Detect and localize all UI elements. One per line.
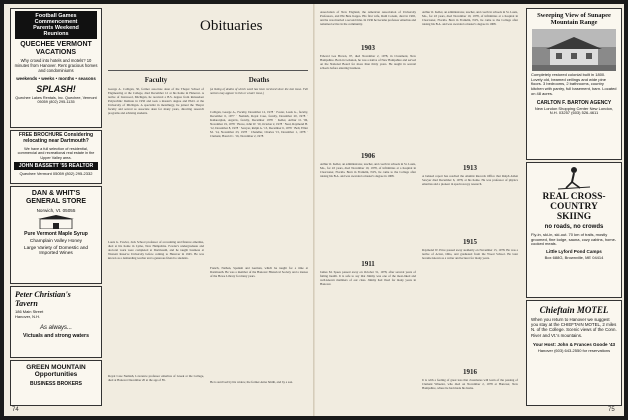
quechee-body: Why crowd into hotels and motels? 10 minutes from Hanover. Rent gracious homes and condominiums <box>14 58 98 73</box>
skiing-address: Box 688G, Brownville, ME 04414 <box>544 255 604 261</box>
dan-whits-line3: Large Variety of Domestic and Imported Wines <box>23 246 89 257</box>
quechee-headline: QUECHEE VERMONT VACATIONS <box>20 41 92 56</box>
dan-whits-line2: Champlain Valley Honey <box>29 239 83 244</box>
text-1911: James M. Spees passed away on October 31, 1978, after several years of failing health. It is safe to say that Jimmy was one of the most-liked and well-known members of our class. Jimmy had lived for many years in Hanover. <box>320 270 416 286</box>
deaths-intro: (A listing of deaths of which word has been received since the last issue. Full notices may appear in this or a later issue.) <box>210 87 308 95</box>
chieftain-motel-ad <box>526 300 622 406</box>
quechee-tagline: weekends • weeks • months • seasons <box>16 76 96 81</box>
year-1916-heading: 1916 <box>463 368 477 376</box>
deaths-tail: He is survived by his widow, the former Anna Smith, and by a son. <box>210 380 293 384</box>
dan-whits-line1: Pure Vermont Maple Syrup <box>24 231 88 237</box>
year-1915-heading: 1915 <box>463 238 477 246</box>
bassett-headline: FREE BROCHURE Considering relocating near Dartmouth? <box>18 132 94 144</box>
text-1906: Arthur O. Keller, an administrator, teacher, and coach in schools in St. Louis, Mo., for 43 years, died November 19, 1978, of infirmities at a hospital in Clearwater, Florida. Born in Franklin, N.H., he came to the College after raising his B.A. and was awarded a master's degree in 1908. <box>320 162 416 178</box>
barton-address: New London Shopping Center New London, N.H. 03257 (603) 526-4611 <box>534 105 614 116</box>
bassett-name: JOHN BASSETT '55 REALTOR <box>14 162 98 170</box>
chieftain-body: When you return to Hanover we suggest you stay at the CHIEFTAIN MOTEL, 2 miles N. of the College. Scenic views of the Conn. River and Vt.'s mountains. <box>531 317 617 338</box>
cross-country-skiing-ad <box>526 162 622 298</box>
store-illustration <box>36 215 76 229</box>
peter-christian-address: 186 Main Street Hanover, N.H. <box>15 309 44 319</box>
obituaries-title: Obituaries <box>200 18 263 34</box>
peter-christian-ad <box>10 286 102 358</box>
faculty-text-2: Louis G. Fowler, Jack School professor of accounting and finance emeritus, died at his home in Lyme, New Hampshire. Fowler's undergraduate and doctoral work were completed at Dartmouth, and he taught business at Western Reserve University before coming to Hanover in 1945. He was known as a demanding teacher and a generous friend to students. <box>108 240 204 260</box>
quechee-vacations-ad <box>10 8 102 128</box>
sunapee-body: Completely restored colonial built in 1800. Lovely old, beamed ceilings and wide pine floors. 3 bedrooms, 2 bathrooms, country kitchen with pantry, full basement, barn. Located on 48 acres. <box>531 72 617 96</box>
skier-illustration <box>554 166 594 190</box>
skiing-body: Fly-in, ski-in, ski-out. 70 km of trails, mostly groomed, fine lodge, sauna, cozy cabins, home-cooked meals. <box>531 232 617 247</box>
green-mountain-headline: GREEN MOUNTAIN Opportunities <box>26 364 86 378</box>
year-1911-heading: 1911 <box>361 260 375 268</box>
faculty-text-3: Royal Case Nemiah, Lawrence professor emeritus of Greek at the College, died at Hanover December 20 at the age of 85. <box>108 374 204 382</box>
left-page-number: 74 <box>12 407 19 413</box>
bassett-body: We have a full selection of residential, commercial and recreational real estate in the Upper Valley area. <box>17 146 95 160</box>
text-1913: A belated report has reached the Alumni Records Office that Ralph Alden Sawyer died December 6, 1978, at his home. He was professor of physics emeritus and a pioneer in spectroscopy research. <box>422 174 518 186</box>
deaths-heading: Deaths <box>248 76 270 84</box>
dan-whits-headline: DAN & WHIT'S GENERAL STORE <box>25 190 87 205</box>
chieftain-headline: Chieftain MOTEL <box>539 305 609 315</box>
col2-text: Arthur O. Keller, an administrator, teacher, and coach in schools in St. Louis, Mo., for 43 years, died November 19, 1978, of infirmities at a hospital in Clearwater, Florida. Born in Franklin, N.H., he came to the College after raising his B.A. and was awarded a master's degree in 1908. <box>422 10 518 26</box>
sunapee-headline: Sweeping View of Sunapee Mountain Range <box>537 12 611 26</box>
text-1916: It is with a feeling of great loss that classmates will learn of the passing of Clement Wheeler, who died on November 2, 1978 at Hanover, New Hampshire, where he had made his home. <box>422 378 518 390</box>
title-rule <box>108 70 308 71</box>
year-1906-heading: 1906 <box>361 152 375 160</box>
peter-christian-line2: Victuals and strong waters <box>23 333 89 340</box>
house-photo <box>532 29 616 71</box>
quechee-events: Football Games Commencement Parents Weekend Reunions <box>15 11 97 39</box>
page-gutter <box>313 4 315 416</box>
magazine-spread <box>4 4 624 416</box>
skiing-sub: no roads, no crowds <box>544 224 604 230</box>
chieftain-sign: Your Host: John & Frances Goode '43 <box>532 341 616 347</box>
text-1903: Edward Lee Brown, 97, died November 2, 1978, in Claremont, New Hampshire. Born in Lebanon, he was a native of New Hampshire and served on the National Board for more than thirty years. He taught in several schools before entering business. <box>320 54 416 70</box>
quechee-footer: Quechee Lakes Rentals, Inc. Quechee, Vermont 05059 (802) 295-1135 <box>15 96 97 105</box>
year-1903-heading: 1903 <box>361 44 375 52</box>
dan-whits-ad <box>10 186 102 284</box>
green-mountain-ad <box>10 360 102 406</box>
barton-name: CARLTON F. BARTON AGENCY <box>536 99 612 106</box>
splash-graphic: SPLASH! <box>36 84 76 94</box>
sunapee-ad <box>526 8 622 160</box>
chieftain-address: Hanover (603) 643-2550 for reservations <box>537 347 611 353</box>
year-1913-heading: 1913 <box>463 164 477 172</box>
bassett-address: Quechee Vermont 05059 (802) 295-2332 <box>19 171 93 177</box>
text-1915: Raymond W. Price passed away suddenly on November 15, 1978. He was a native of Acton, Ohio, and graduated from the Wood School. He later became known as a writer and lecturer for many years. <box>422 248 518 260</box>
deaths-text-2: French, Nathan, Spanish and German, which he taught for a time at Dartmouth. He was a member of the Hanover Historical Society and a trustee of the Howe Library for many years. <box>210 266 308 278</box>
deaths-list: Colligan, George A., Faculty, December 12, 1978 · Foster, Louis G., faculty, December 6, 1977 · Nemiah, Royal Case, faculty, December 20, 1978 · Kaharonjian, Argavis, faculty, December 1978 · Keller, Arthur O. '06, November 19, 1978 · Howe, John W. '10, October 2, 1978 · Neal, Raymond H. '12, December 8, 1978 · Sawyer, Ralph A. '13, December 6, 1978 · Bell, Elliot M. '14, November 23, 1978 · Chandler, Charles '15, December 1, 1978 · Clement, Harold C. '16, November 2, 1978 <box>210 110 308 138</box>
skiing-name: Little Lyford Pond Camps <box>546 249 602 255</box>
faculty-text: George A. Colligan, 50, former associate dean of the Thayer School of Engineering at the College, died December 12 at his home in Hanover. A native of Ironwood, Michigan, he received a B.S. degree from Rensselaer Polytechnic Institute in 1950 and took a master's degree and Ph.D. at the University of Michigan. A specialist in metallurgy, he joined the Thayer faculty and served as associate dean for many years, directing research programs and advising students. <box>108 87 204 115</box>
dan-whits-sub: Norwich, Vt. 05055 <box>36 208 76 213</box>
green-mountain-sub: BUSINESS BROKERS <box>30 381 82 387</box>
skiing-headline: REAL CROSS-COUNTRY SKIING <box>542 192 606 222</box>
peter-christian-headline: Peter Christian's Tavern <box>15 290 71 308</box>
peter-christian-line1: As always... <box>39 325 72 332</box>
faculty-heading: Faculty <box>144 76 168 84</box>
right-page-number: 75 <box>608 407 615 413</box>
bassett-realtor-ad <box>10 130 102 184</box>
col1-text: Association of New England, the American Association of University Professors, and Phi Beta Kappa. His first wife, Ruth Conant, died in 1965, and he was married a second time. In 1936 he became professor emeritus and remained active in the community. <box>320 10 416 26</box>
